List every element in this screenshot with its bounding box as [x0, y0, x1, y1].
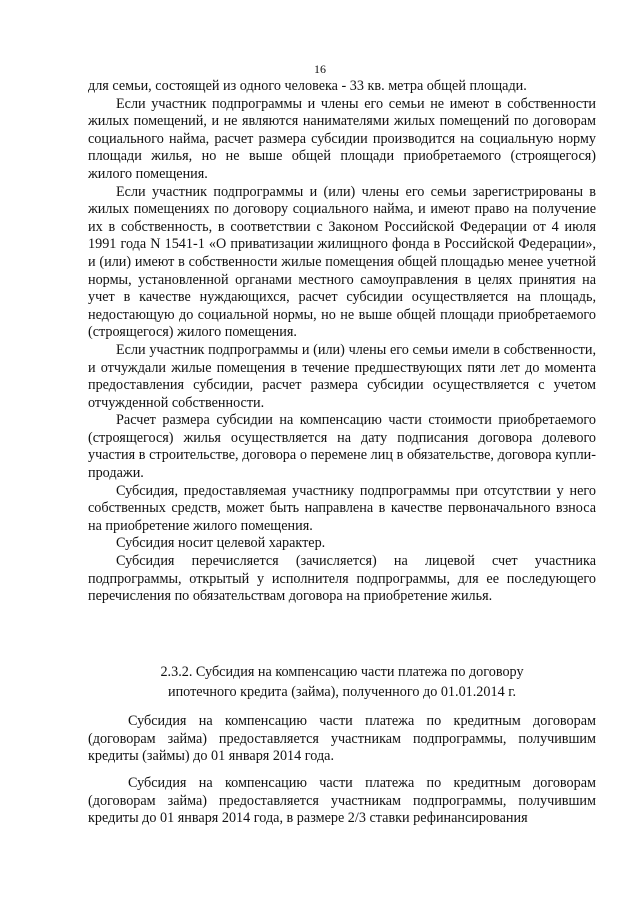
- section-body-1: [88, 713, 596, 766]
- paragraph: Субсидия перечисляется (зачисляется) на лицевой счет участника подпрограммы, открытый у исполнителя подпрограммы, для ее последующего перечисления по обязательствам договора на приобретение жилья.: [88, 553, 596, 605]
- paragraph: Субсидия, предоставляемая участнику подпрограммы при отсутствии у него собственных средств, может быть направлена в качестве первоначального взноса на приобретение жилого помещения.: [88, 482, 596, 534]
- section-body-2: [88, 775, 596, 828]
- paragraph: Если участник подпрограммы и (или) члены его семьи имели в собственности, и отчуждали жилые помещения в течение предшествующих пяти лет до момента предоставления субсидии, расчет размера субсидии осуществляется с учетом отчужденной собственности.: [88, 341, 596, 411]
- section-heading-line: 2.3.2. Субсидия на компенсацию части платежа по договору: [160, 664, 524, 680]
- paragraph: Субсидия на компенсацию части платежа по кредитным договорам (договорам займа) предоставляется участникам подпрограммы, получившим кредиты до 01 января 2014 года, в размере 2/3 ставки рефинансирования: [88, 775, 596, 827]
- section-heading-line: ипотечного кредита (займа), полученного до 01.01.2014 г.: [167, 684, 516, 700]
- paragraph: Если участник подпрограммы и (или) члены его семьи зарегистрированы в жилых помещениях по договору социального найма, и имеют право на получение их в собственность, в соответствии с Законом Российской Федерации от 4 июля 1991 года N 1541-1 «О приватизации жилищного фонда в Российской Федерации», и (или) имеют в собственности жилые помещения общей площадью менее учетной нормы, установленной органами местного самоуправления в целях принятия на учет в качестве нуждающихся, расчет субсидии осуществляется на площадь, недостающую до социальной нормы, но не выше общей площади приобретаемого (строящегося) жилого помещения.: [88, 183, 596, 341]
- paragraph: Субсидия носит целевой характер.: [116, 535, 326, 552]
- paragraph: для семьи, состоящей из одного человека - 33 кв. метра общей площади.: [88, 78, 527, 94]
- paragraph: Субсидия на компенсацию части платежа по кредитным договорам (договорам займа) предоставляется участникам подпрограммы, получившим кредиты (займы) до 01 января 2014 года.: [88, 713, 596, 765]
- paragraph: Если участник подпрограммы и члены его семьи не имеют в собственности жилых помещений, и не являются нанимателями жилых помещений по договорам социального найма, расчет размера субсидии производится на социальную норму площади жилья, но не выше общей площади приобретаемого (строящегося) жилого помещения.: [88, 95, 596, 182]
- section-heading: [88, 662, 596, 702]
- body-text: [88, 78, 596, 606]
- page-number: 16: [314, 62, 326, 76]
- paragraph: Расчет размера субсидии на компенсацию части стоимости приобретаемого (строящегося) жилья осуществляется на дату подписания договора долевого участия в строительстве, договора о перемене лиц в обязательстве, договора купли-продажи.: [88, 412, 596, 482]
